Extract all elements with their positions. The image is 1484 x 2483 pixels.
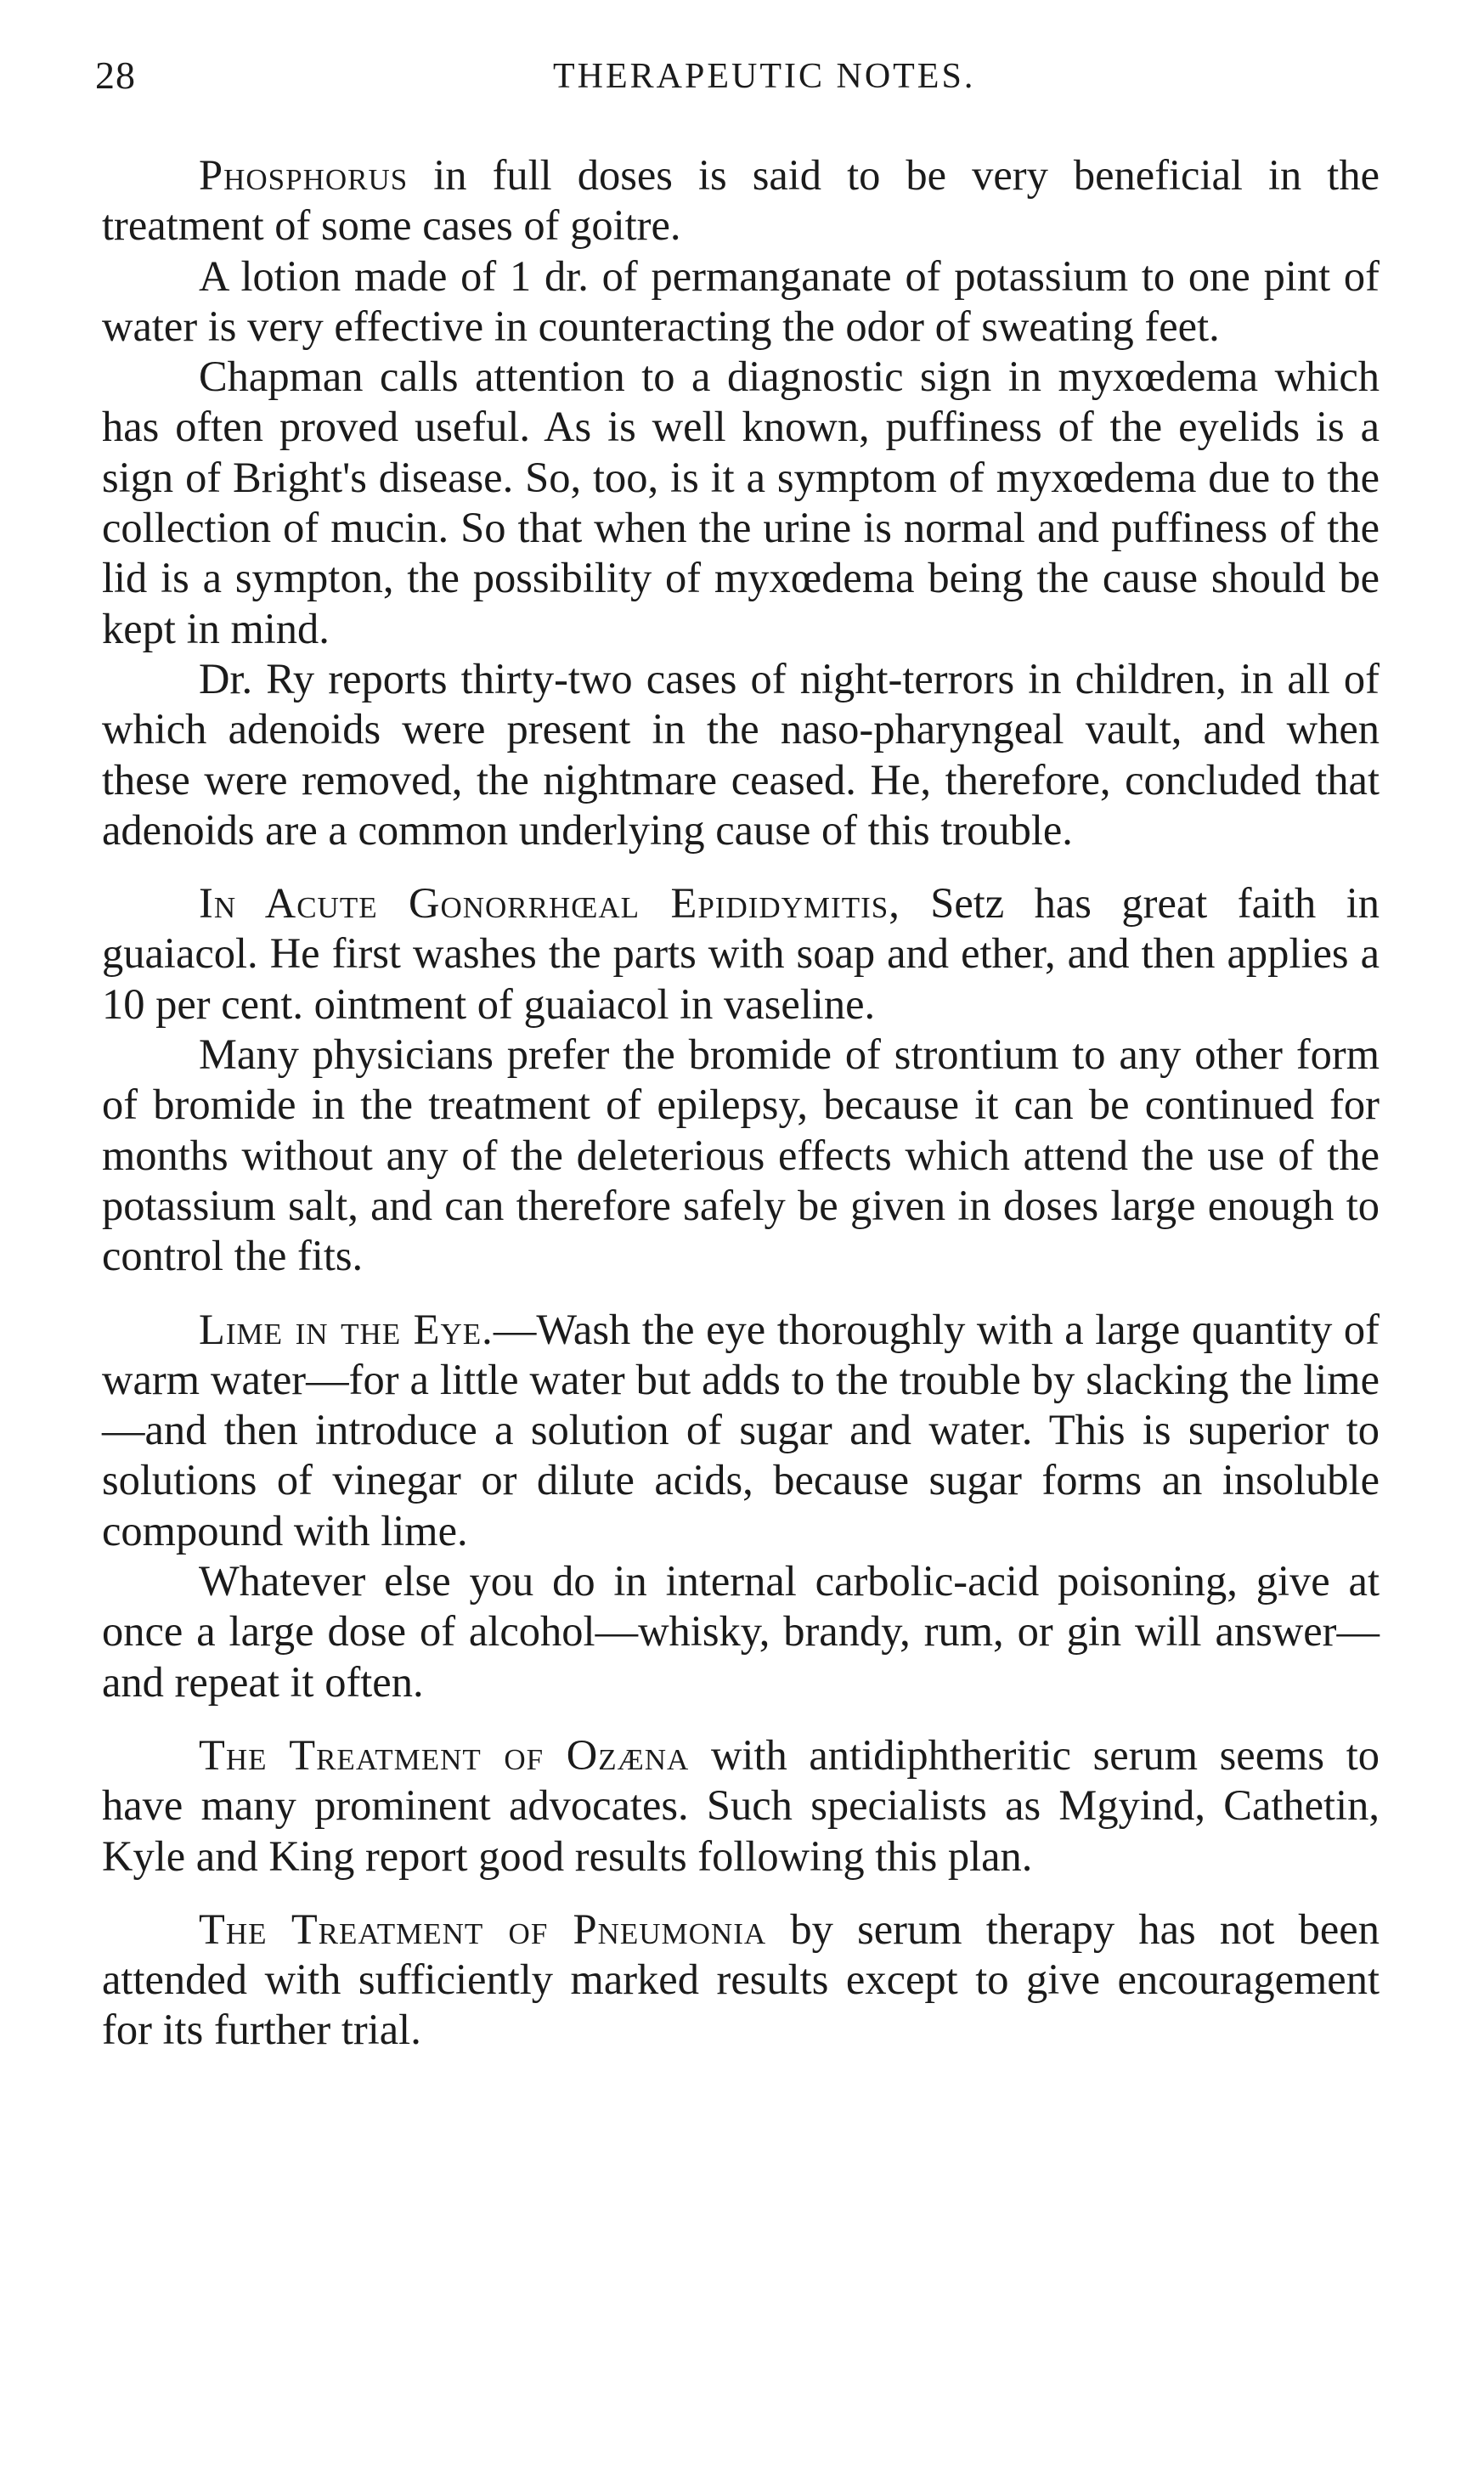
- paragraph-permanganate-lotion: [102, 251, 1380, 353]
- paragraph-lead: Lime in the Eye.: [199, 1305, 494, 1353]
- paragraph-night-terrors: [102, 654, 1380, 855]
- paragraph-text: in full doses is said to be very beneficial in the treatment of some cases of goitre.: [102, 151, 1380, 250]
- paragraph-epididymitis: [102, 878, 1380, 1030]
- paragraph-text: A lotion made of 1 dr. of permanganate of potassium to one pint of water is very effective in counteracting the odor of sweating feet.: [102, 251, 1380, 350]
- paragraph-text: Dr. Ry reports thirty-two cases of night-terrors in children, in all of which adenoids were present in the naso-pharyngeal vault, and when these were removed, the nightmare ceased. He, therefore, concluded that adenoids are a common underlying cause of this trouble.: [102, 654, 1380, 854]
- paragraph-ozaena: [102, 1730, 1380, 1882]
- paragraph-text: Whatever else you do in internal carbolic-acid poisoning, give at once a large dose of alcohol—whisky, brandy, rum, or gin will answer—and repeat it often.: [102, 1557, 1380, 1706]
- paragraph-lead: The Treatment of Pneumonia: [199, 1905, 767, 1953]
- paragraph-myxoedema: [102, 352, 1380, 654]
- paragraph-carbolic-acid: [102, 1556, 1380, 1707]
- paragraph-phosphorus: [102, 150, 1380, 251]
- paragraph-lead: Phosphorus: [199, 151, 409, 199]
- paragraph-pneumonia: [102, 1905, 1380, 2056]
- paragraph-lead: The Treatment of Ozæna: [199, 1730, 690, 1779]
- paragraph-text: —Wash the eye thoroughly with a large quantity of warm water—for a little water but adds to the trouble by slacking the lime—and then introduce a solution of sugar and water. This is superior to solutions of vinegar or dilute acids, because sugar forms an insoluble compound with lime.: [102, 1305, 1380, 1555]
- body-text: [102, 150, 1380, 2056]
- paragraph-text: Setz has great faith in guaiacol. He first washes the parts with soap and ether, and then applies a 10 per cent. ointment of guaiacol in vaseline.: [102, 879, 1380, 1028]
- page-header: [82, 53, 1390, 104]
- paragraph-text: with antidiphtheritic serum seems to have many prominent advocates. Such specialists as Mgyind, Cathetin, Kyle and King report good results following this plan.: [102, 1730, 1380, 1880]
- page-number: 28: [95, 54, 136, 97]
- paragraph-text: Chapman calls attention to a diagnostic sign in myxœdema which has often proved useful. As is well known, puffiness of the eyelids is a sign of Bright's disease. So, too, is it a symptom of myxœdema due to the collection of mucin. So that when the urine is normal and puffiness of the lid is a sympton, the possibility of myxœdema being the cause should be kept in mind.: [102, 353, 1380, 652]
- running-title: THERAPEUTIC NOTES.: [553, 57, 976, 96]
- paragraph-text: by serum therapy has not been attended with sufficiently marked results except to give encouragement for its further trial.: [102, 1905, 1380, 2054]
- paragraph-text: Many physicians prefer the bromide of strontium to any other form of bromide in the treatment of epilepsy, because it can be continued for months without any of the deleterious effects which attend the use of the potassium salt, and can therefore safely be given in doses large enough to control the fits.: [102, 1030, 1380, 1280]
- paragraph-lime-in-eye: [102, 1305, 1380, 1556]
- paragraph-strontium-bromide: [102, 1030, 1380, 1281]
- paragraph-lead: In Acute Gonorrhœal Epididymitis,: [199, 879, 900, 928]
